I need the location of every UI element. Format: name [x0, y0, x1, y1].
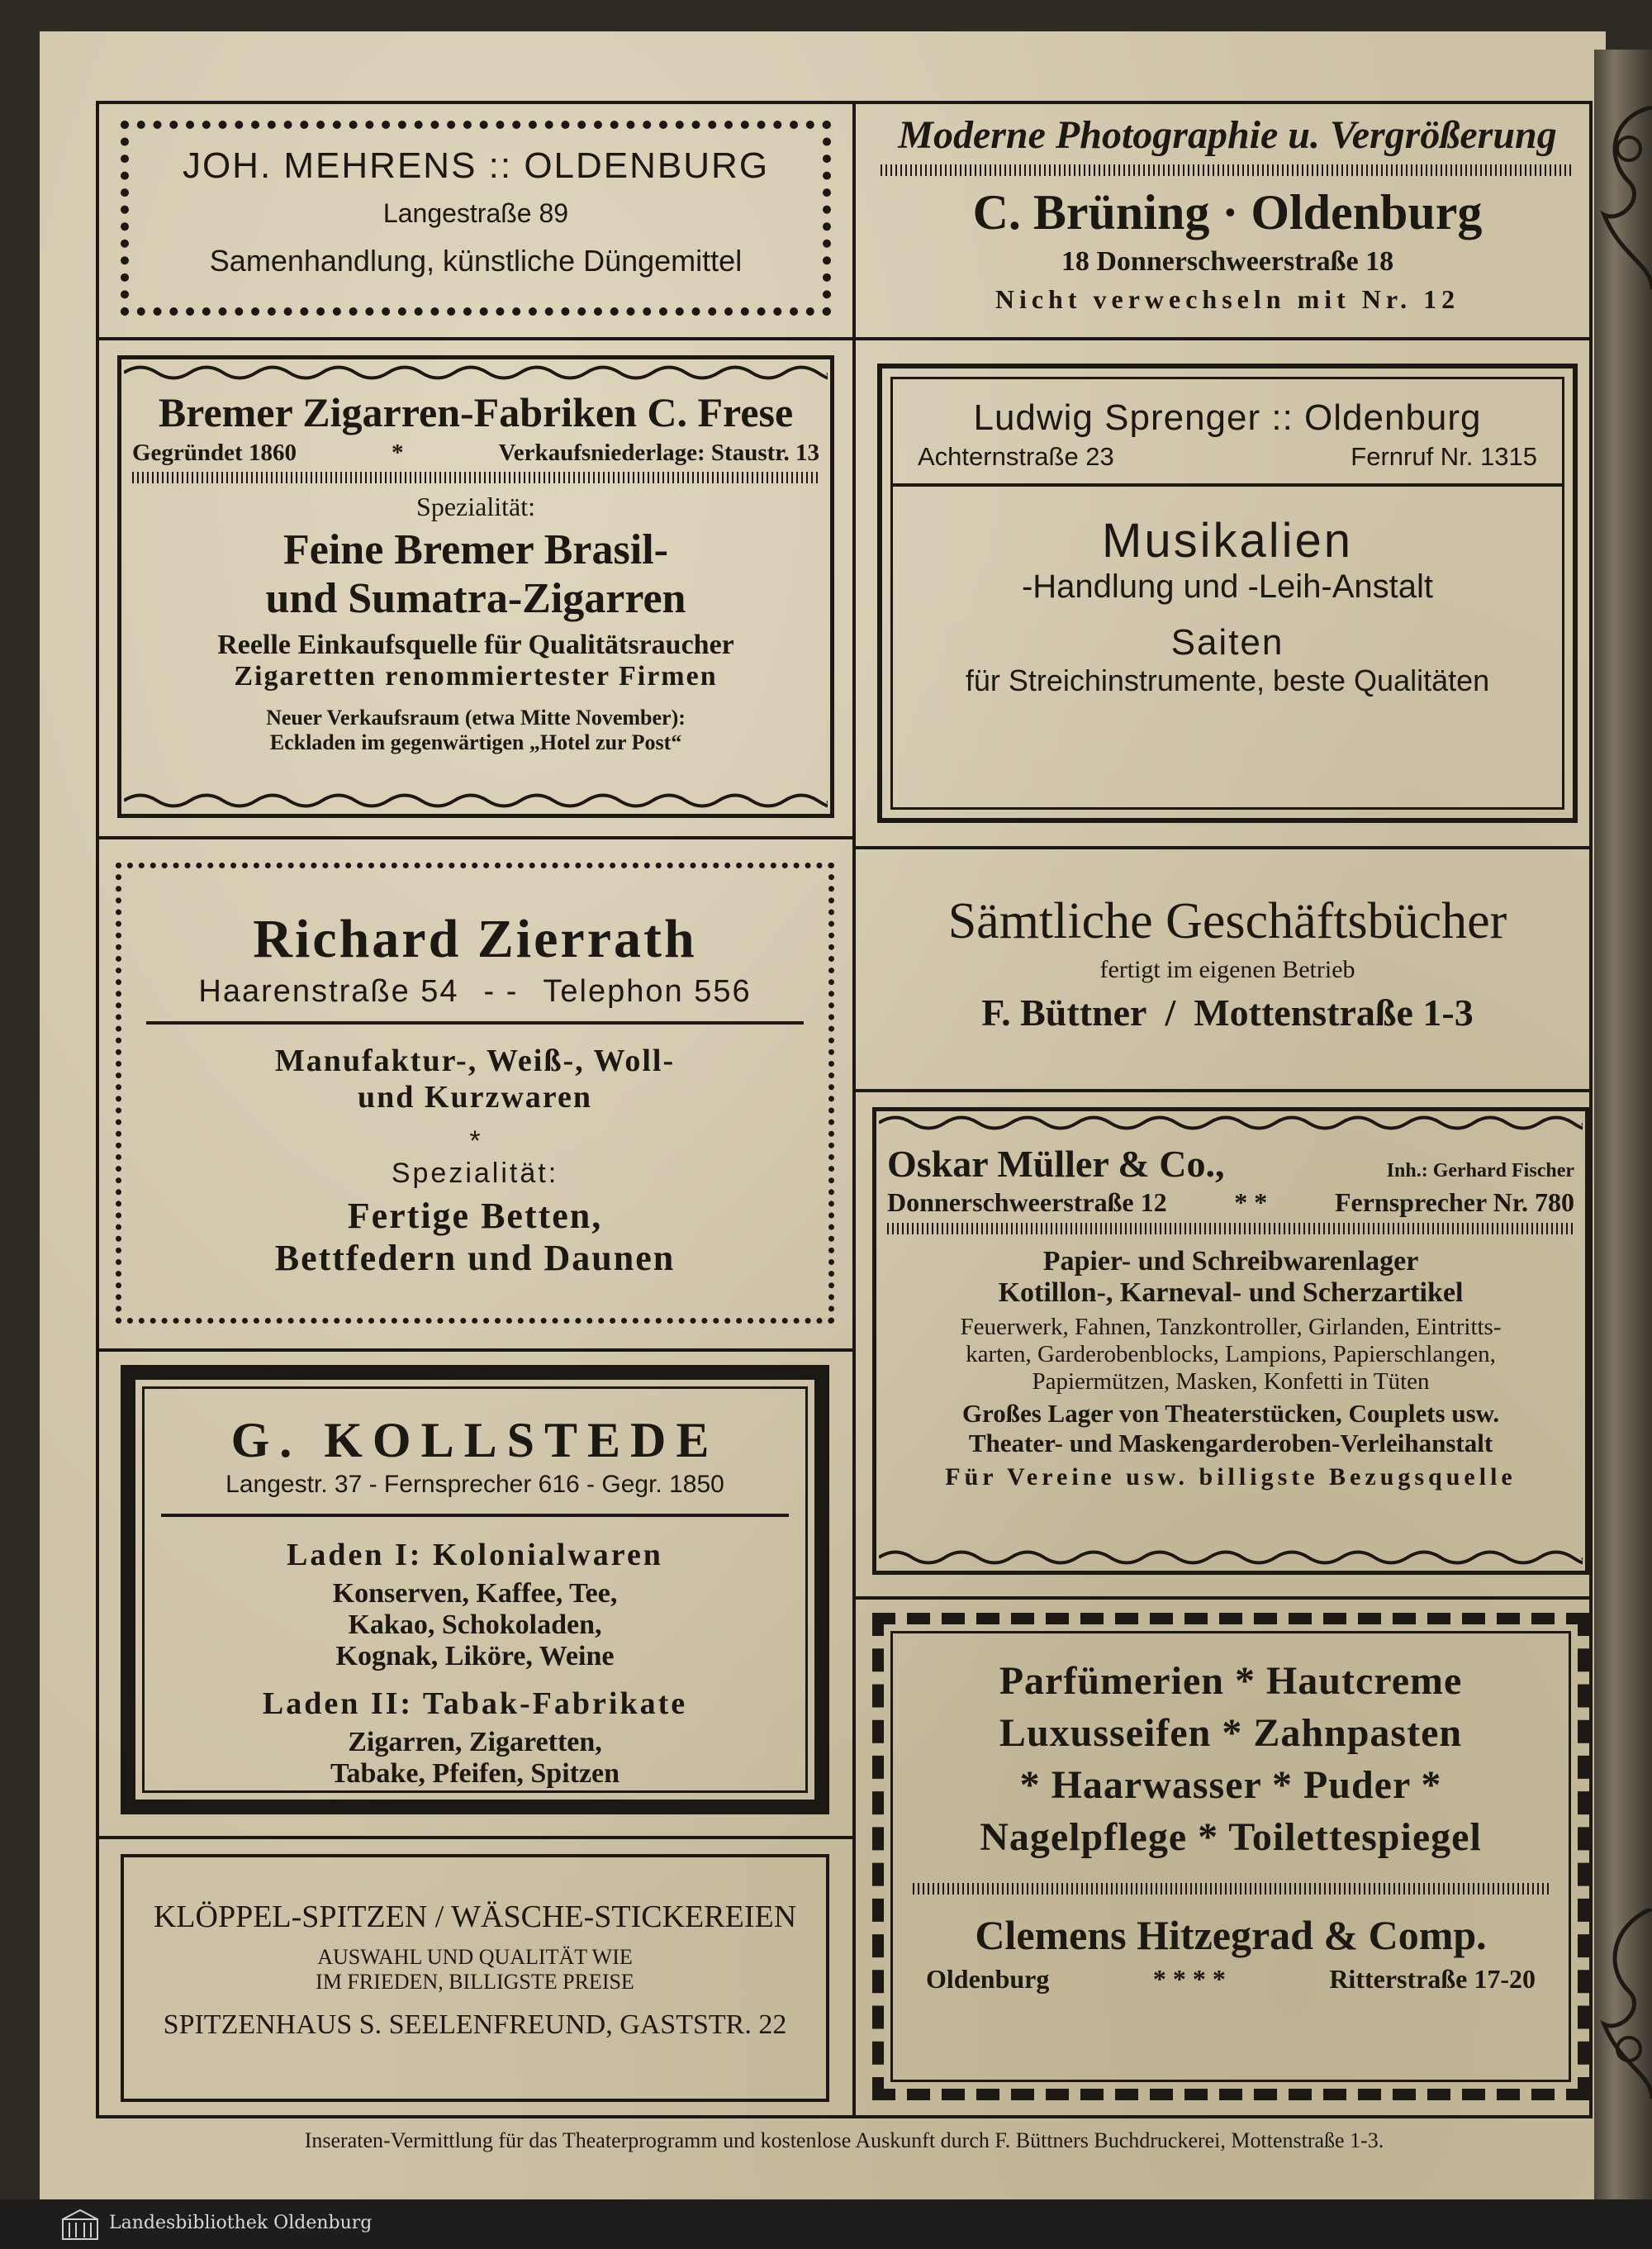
hatch-rule — [887, 1223, 1574, 1234]
hatch-rule — [132, 472, 819, 483]
kollstede-shop-1-c: Kognak, Liköre, Weine — [335, 1641, 615, 1671]
sprenger-name: Ludwig Sprenger :: Oldenburg — [973, 397, 1482, 438]
zierrath-line-1: Manufaktur-, Weiß-, Woll- — [274, 1044, 676, 1078]
mueller-owner: Inh.: Gerhard Fischer — [1386, 1160, 1574, 1182]
mueller-list-3: Papiermützen, Masken, Konfetti in Tüten — [1032, 1368, 1430, 1395]
frese-outlet: Verkaufsniederlage: Staustr. 13 — [498, 440, 819, 466]
seelenfreund-headline: KLÖPPEL-SPITZEN / WÄSCHE-STICKEREIEN — [153, 1900, 797, 1934]
ad-kollstede — [121, 1365, 829, 1814]
frese-founded: Gegründet 1860 — [132, 440, 297, 466]
hitzegrad-inner — [890, 1631, 1571, 2082]
bruening-name: C. Brüning · Oldenburg — [972, 185, 1483, 240]
seelenfreund-line-1: AUSWAHL UND QUALITÄT WIE — [317, 1945, 633, 1969]
kollstede-shop-1: Laden I: Kolonialwaren — [287, 1538, 663, 1572]
hitzegrad-city: Oldenburg — [926, 1964, 1050, 1994]
kollstede-shop-2-b: Tabake, Pfeifen, Spitzen — [330, 1758, 620, 1789]
frese-note-1: Neuer Verkaufsraum (etwa Mitte November): — [266, 706, 686, 730]
sprenger-rule — [893, 483, 1562, 487]
zierrath-info-row — [121, 974, 828, 1010]
row-divider — [852, 1596, 1593, 1600]
ad-hitzegrad — [872, 1613, 1589, 2100]
frese-name: Bremer Zigarren-Fabriken C. Frese — [158, 389, 794, 435]
ad-mehrens — [121, 121, 831, 316]
sprenger-subtitle: -Handlung und -Leih-Anstalt — [1021, 568, 1434, 605]
hitzegrad-dots: * * * * — [1152, 1964, 1226, 1994]
ornament-top-icon — [1596, 91, 1652, 289]
mueller-line-3: Großes Lager von Theaterstücken, Couplets usw. — [961, 1399, 1500, 1428]
sprenger-title-2: Saiten — [1170, 622, 1284, 663]
frese-note-2: Eckladen im gegenwärtigen „Hotel zur Post“ — [269, 730, 682, 754]
row-divider — [852, 846, 1593, 849]
column-divider — [852, 101, 856, 2118]
mueller-line-1: Papier- und Schreibwarenlager — [1042, 1246, 1419, 1277]
row-divider — [96, 836, 852, 839]
hitzegrad-info-row — [893, 1964, 1569, 1995]
zierrath-line-2: und Kurzwaren — [358, 1080, 592, 1115]
buettner-row — [864, 991, 1591, 1034]
frese-specialty-1: Feine Bremer Brasil- — [283, 526, 668, 573]
library-name: Landesbibliothek Oldenburg — [109, 2213, 373, 2233]
zierrath-specialty-label: Spezialität: — [391, 1158, 559, 1189]
sprenger-info-row — [918, 442, 1537, 472]
zierrath-name: Richard Zierrath — [253, 909, 697, 969]
frese-info-row — [132, 440, 819, 467]
kollstede-rule — [161, 1514, 789, 1517]
zierrath-specialty-2: Bettfedern und Daunen — [274, 1238, 676, 1278]
hitzegrad-row-1: Parfümerien * Hautcreme — [999, 1659, 1463, 1703]
mueller-address: Donnerschweerstraße 12 — [887, 1187, 1167, 1217]
row-divider — [96, 337, 852, 340]
zierrath-star: * — [469, 1125, 481, 1157]
frese-specialty-2: und Sumatra-Zigarren — [265, 575, 686, 622]
library-strip — [0, 2199, 1652, 2249]
sprenger-title: Musikalien — [1102, 514, 1353, 568]
kollstede-inner — [142, 1386, 808, 1793]
frese-star: * — [391, 440, 404, 466]
ad-buettner — [864, 892, 1591, 1034]
bruening-address: 18 Donnerschweerstraße 18 — [1061, 246, 1394, 277]
bruening-headline: Moderne Photographie u. Vergrößerung — [898, 113, 1557, 157]
row-divider — [852, 337, 1593, 340]
kollstede-shop-2-a: Zigarren, Zigaretten, — [348, 1727, 602, 1757]
hatch-rule — [913, 1883, 1549, 1895]
zierrath-phone: Telephon 556 — [543, 974, 752, 1009]
ad-sprenger — [877, 364, 1578, 823]
hitzegrad-name: Clemens Hitzegrad & Comp. — [975, 1912, 1487, 1958]
buettner-address: Mottenstraße 1-3 — [1194, 991, 1474, 1034]
mueller-list-1: Feuerwerk, Fahnen, Tanzkontroller, Girlanden, Eintritts- — [960, 1314, 1502, 1340]
ad-frese — [132, 388, 819, 755]
row-divider — [96, 1836, 852, 1839]
sprenger-inner — [890, 377, 1564, 810]
mueller-line-2: Kotillon-, Karneval- und Scherzartikel — [998, 1277, 1464, 1308]
mueller-line-4: Theater- und Maskengarderoben-Verleihanstalt — [968, 1429, 1493, 1457]
mehrens-name: JOH. MEHRENS :: OLDENBURG — [182, 145, 770, 186]
sprenger-address: Achternstraße 23 — [918, 442, 1114, 471]
mueller-name: Oskar Müller & Co., — [887, 1143, 1225, 1185]
hitzegrad-row-2: Luxusseifen * Zahnpasten — [999, 1711, 1463, 1755]
hatch-rule — [881, 164, 1574, 176]
frese-line-2: Zigaretten renommiertester Firmen — [234, 661, 718, 692]
ad-zierrath — [116, 863, 834, 1324]
library-logo-icon — [61, 2208, 99, 2241]
mueller-stars: * * — [1234, 1187, 1268, 1217]
mueller-list-2: karten, Garderobenblocks, Lampions, Papierschlangen, — [966, 1341, 1496, 1367]
kollstede-shop-1-a: Konserven, Kaffee, Tee, — [332, 1578, 618, 1609]
hitzegrad-address: Ritterstraße 17-20 — [1329, 1964, 1536, 1994]
kollstede-info: Langestr. 37 - Fernsprecher 616 - Gegr. 1850 — [225, 1471, 724, 1498]
ad-seelenfreund — [121, 1854, 829, 2102]
zierrath-rule — [146, 1021, 804, 1025]
mueller-header-row — [887, 1142, 1574, 1186]
chain-ornament — [124, 790, 828, 811]
sprenger-subtitle-2: für Streichinstrumente, beste Qualitäten — [965, 663, 1490, 697]
buettner-headline: Sämtliche Geschäftsbücher — [947, 893, 1507, 949]
footer-note: Inseraten-Vermittlung für das Theaterprogramm und kostenlose Auskunft durch F. Büttners Buchdruckerei, Mottenstraße 1-3. — [304, 2128, 1384, 2152]
seelenfreund-name: SPITZENHAUS S. SEELENFREUND, GASTSTR. 22 — [163, 2009, 787, 2040]
zierrath-dash: - - — [483, 974, 519, 1009]
ad-bruening — [864, 112, 1591, 327]
mueller-info-row — [887, 1187, 1574, 1218]
mehrens-line: Samenhandlung, künstliche Düngemittel — [209, 244, 743, 278]
row-divider — [852, 1089, 1593, 1092]
row-divider — [96, 1348, 852, 1352]
sprenger-phone: Fernruf Nr. 1315 — [1351, 442, 1537, 471]
zierrath-address: Haarenstraße 54 — [198, 974, 459, 1009]
book-spine — [1594, 50, 1652, 2206]
ad-mueller — [887, 1142, 1574, 1491]
ornament-bottom-icon — [1596, 1909, 1652, 2107]
seelenfreund-line-2: IM FRIEDEN, BILLIGSTE PREISE — [316, 1970, 634, 1994]
buettner-sub: fertigt im eigenen Betrieb — [1099, 956, 1355, 983]
hitzegrad-row-3: * Haarwasser * Puder * — [1019, 1763, 1442, 1807]
mehrens-address: Langestraße 89 — [382, 198, 569, 228]
buettner-name: F. Büttner — [981, 991, 1147, 1034]
chain-ornament — [124, 362, 828, 383]
chain-ornament — [879, 1112, 1583, 1134]
chain-ornament — [879, 1547, 1583, 1568]
zierrath-specialty-1: Fertige Betten, — [347, 1196, 603, 1236]
kollstede-shop-1-b: Kakao, Schokoladen, — [348, 1609, 602, 1640]
kollstede-shop-2: Laden II: Tabak-Fabrikate — [262, 1686, 688, 1721]
frese-line-1: Reelle Einkaufsquelle für Qualitätsraucher — [217, 630, 734, 660]
hitzegrad-row-4: Nagelpflege * Toilettespiegel — [980, 1815, 1482, 1859]
kollstede-name: G. KOLLSTEDE — [230, 1413, 719, 1467]
mueller-line-5: Für Vereine usw. billigste Bezugsquelle — [945, 1463, 1517, 1491]
frese-specialty-label: Spezialität: — [416, 492, 535, 521]
mueller-phone: Fernsprecher Nr. 780 — [1334, 1187, 1574, 1217]
bruening-note: Nicht verwechseln mit Nr. 12 — [995, 284, 1460, 314]
buettner-slash: / — [1165, 991, 1176, 1034]
